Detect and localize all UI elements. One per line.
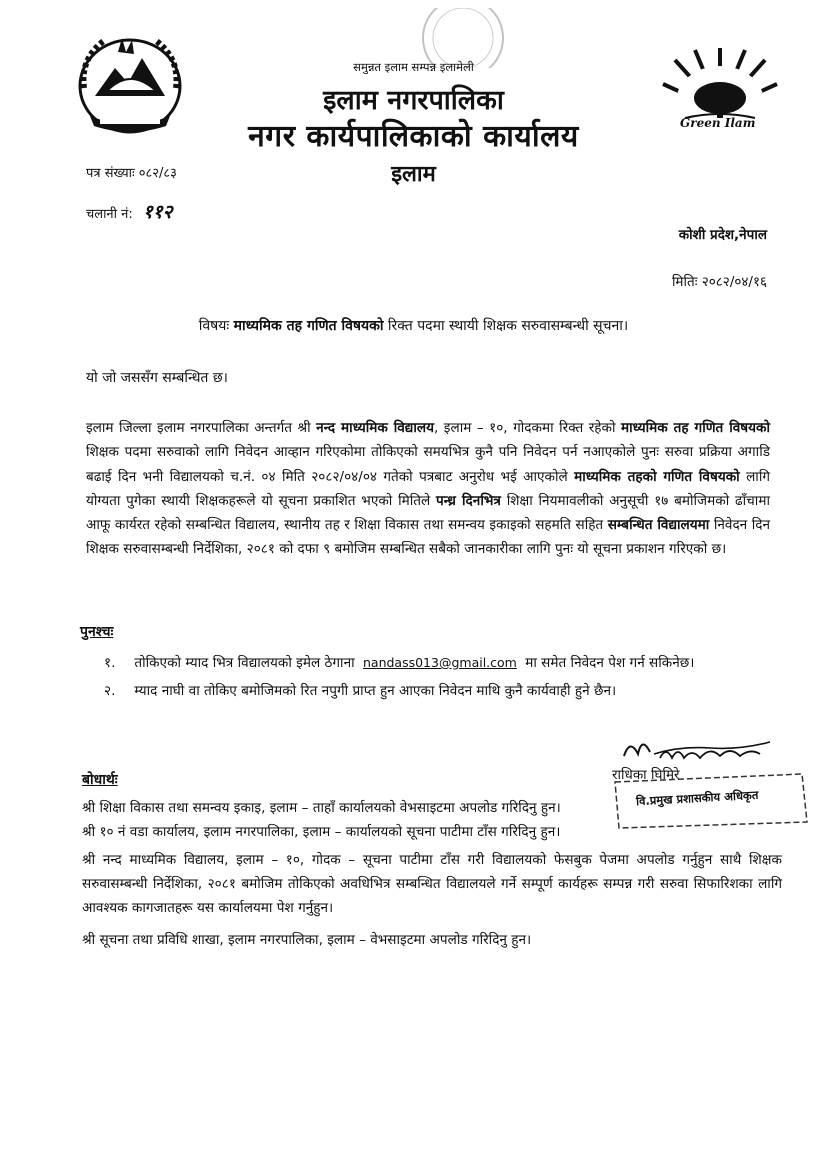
cc-line-4: श्री सूचना तथा प्रविधि शाखा, इलाम नगरपालिका, इलाम – वेभसाइटमा अपलोड गरिदिनु हुन। [82,932,532,948]
date-label: मितिः [671,274,698,290]
dispatch-label: चलानी नं: [86,207,133,222]
green-ilam-logo-text: Green Ilam [680,116,756,130]
location-title: इलाम [391,162,436,187]
dispatch-value: ११२ [142,201,173,223]
cc-heading: बोधार्थः [82,772,118,788]
item-text: तोकिएको म्याद भित्र विद्यालयको इमेल ठेगाना [134,655,355,671]
dispatch-number [86,198,173,224]
office-title: नगर कार्यपालिकाको कार्यालय [248,119,579,154]
salutation: यो जो जससँग सम्बन्धित छ। [86,370,228,386]
body-text: , इलाम – १०, गोदकमा रिक्त रहेको [433,420,616,436]
date-value: २०८२/०४/१६ [701,274,767,290]
item-text: म्याद नाघी वा तोकिए बमोजिमको रित नपुगी प्राप्त हुन आएका निवेदन माथि कुनै कार्यवाही हुने छैन। [134,683,617,699]
subject-bold: माध्यमिक तह गणित विषयको [233,318,384,334]
body-bold: पन्ध्र दिनभित्र [436,492,501,509]
postscript-heading: पुनश्चः [80,624,114,640]
postscript-item-2 [104,680,616,699]
item-number: २. [104,683,116,699]
municipality-title: इलाम नगरपालिका [323,85,504,116]
cc-line-3: श्री नन्द माध्यमिक विद्यालय, इलाम – १०, गोदक – सूचना पाटीमा टाँस गरी विद्यालयको फेसबुक पेजमा अपलोड गर्नुहुन साथै शिक्षक सरुवासम्बन्धी निर्देशिका, २०८१ बमोजिम तोकिएको अवधिभित्र सम्बन्धित विद्यालयले गर्ने सम्पूर्ण कार्यहरू सम्पन्न गरी सरुवा सिफारिशका लागि आवश्यक कागजातहरू यस कार्यालयमा पेश गर्नुहुन। [82,852,782,916]
signatory-title: वि.प्रमुख प्रशासकीय अधिकृत [635,787,759,809]
letter-date [672,272,767,290]
body-bold: माध्यमिक तहको गणित विषयको [574,468,740,485]
body-bold: सम्बन्धित विद्यालयमा [607,517,710,534]
ref-label: पत्र संख्याः [86,166,135,181]
body-bold: नन्द माध्यमिक विद्यालय [316,420,434,436]
ref-value: ०८२/८३ [138,166,177,181]
school-email-link[interactable]: nandass013@gmail.com [362,655,517,670]
body-text: इलाम जिल्ला इलाम नगरपालिका अन्तर्गत श्री [86,420,311,436]
body-text: लागि योग्यता पुगेका स्थायी शिक्षकहरूले यो सूचना प्रकाशित भएको मितिले [86,468,771,509]
province: कोशी प्रदेश,नेपाल [678,227,767,243]
tagline: समुन्नत इलाम सम्पन्न इलामेली [353,60,474,74]
subject-rest: रिक्त पदमा स्थायी शिक्षक सरुवासम्बन्धी सूचना। [387,318,629,334]
item-text: मा समेत निवेदन पेश गर्न सकिनेछ। [525,655,695,671]
signatory-name: राधिका घिमिरे [612,767,680,783]
postscript-item-1 [104,652,694,671]
body-text: शिक्षा नियमावलीको अनुसूची १७ बमोजिमको ढाँचामा आफू कार्यरत रहेको सम्बन्धित विद्यालय, स्थानीय तह र शिक्षा विकास तथा समन्वय इकाइको सहमति सहित [86,492,770,534]
item-number: १. [104,655,116,671]
municipal-stamp [418,8,508,68]
body-text: निवेदन दिन शिक्षक सरुवासम्बन्धी निर्देशिका, २०८१ को दफा ९ बमोजिम सम्बन्धित सबैको जानकारीका लागि पुनः यो सूचना प्रकाशन गरिएको छ। [86,517,771,558]
body-paragraph [86,416,770,562]
cc-line-1: श्री शिक्षा विकास तथा समन्वय इकाइ, इलाम – ताहाँ कार्यालयको वेभसाइटमा अपलोड गरिदिनु हुन। [82,800,561,816]
subject-label: विषयः [198,318,230,334]
cc-line-2: श्री १० नं वडा कार्यालय, इलाम नगरपालिका, इलाम – कार्यालयको सूचना पाटीमा टाँस गरिदिनु हुन। [82,824,561,840]
subject-line [0,316,827,335]
body-bold: माध्यमिक तह गणित विषयको [621,420,770,436]
body-text: शिक्षक पदमा सरुवाको लागि निवेदन आव्हान गरिएकोमा तोकिएको समयभित्र कुनै पनि निवेदन पर्न नआएकोले पुनः सरुवा प्रक्रिया अगाडि बढाई दिन भनी विद्यालयको च.नं. ०४ मिति २०८२/०४/०४ गतेको पत्रबाट अनुरोध भई आएकोले [86,444,770,485]
reference-number [86,163,177,181]
